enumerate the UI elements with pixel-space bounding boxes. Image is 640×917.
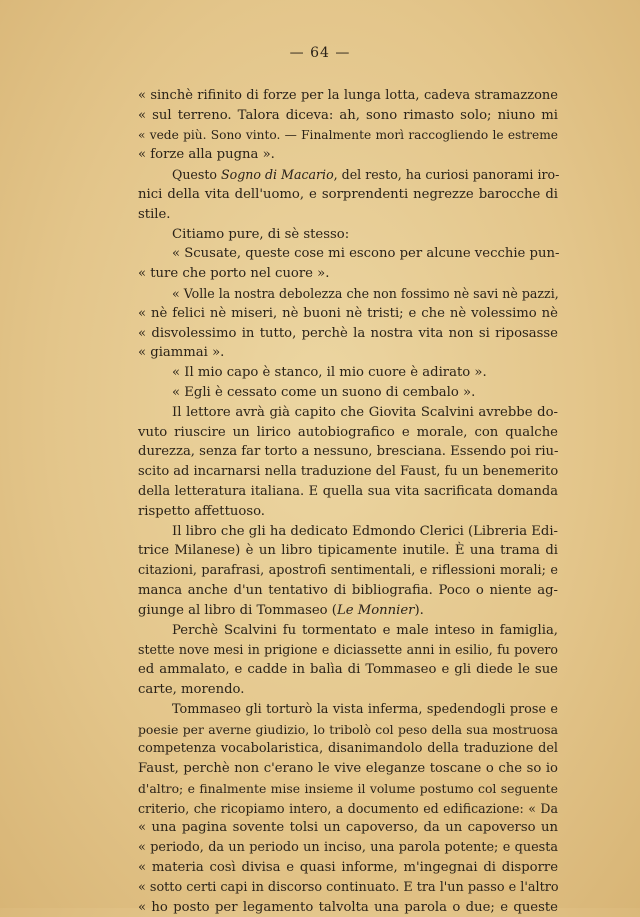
text-line: « Il mio capo è stanco, il mio cuore è adirato ». [172,365,487,381]
text-line: ed ammalato, e cadde in balìa di Tommaseo e gli diede le sue [138,662,558,678]
body-text [138,86,558,917]
page-number: — 64 — [289,45,351,61]
text-line: stette nove mesi in prigione e diciassette anni in esilio, fu povero [138,642,558,658]
text-line: « giammai ». [138,345,225,361]
text-line: competenza vocabolaristica, disanimandolo della traduzione del [138,741,558,757]
text-line: Faust, perchè non c'erano le vive eleganze toscane o che so io [138,761,558,777]
text-line: citazioni, parafrasi, apostrofi sentimentali, e riflessioni morali; e [138,563,558,579]
text-line: Il lettore avrà già capito che Giovita Scalvini avrebbe do- [172,404,558,420]
text-line: poesie per averne giudizio, lo tribolò col peso della sua mostruosa [138,721,558,737]
text-line: « materia così divisa e quasi informe, m'ingegnai di disporre [138,860,558,876]
text-line: Questo Sogno di Macario, del resto, ha curiosi panorami iro- [172,167,560,183]
text-line: Tommaseo gli torturò la vista inferma, spedendogli prose e [172,701,558,717]
text-line: « vede più. Sono vinto. — Finalmente morì raccogliendo le estreme [138,127,558,142]
text-line: rispetto affettuoso. [138,503,266,519]
text-line: « sinchè rifinito di forze per la lunga lotta, cadeva stramazzone [138,88,558,103]
text-line: della letteratura italiana. E quella sua vita sacrificata domanda [138,483,558,499]
text-line: « una pagina sovente tolsi un capoverso, da un capoverso un [138,820,558,836]
text-line: « ho posto per legamento talvolta una parola o due; e queste [138,899,558,915]
text-line: d'altro; e finalmente mise insieme il volume postumo col seguente [138,780,558,796]
text-line: « Volle la nostra debolezza che non fossimo nè savi nè pazzi, [172,285,559,301]
text-line: « nè felici nè miseri, nè buoni nè tristi; e che nè volessimo nè [138,305,558,321]
text-line: stile. [138,206,171,222]
text-line: carte, morendo. [138,681,245,697]
text-line: « sul terreno. Talora diceva: ah, sono rimasto solo; niuno mi [138,107,558,123]
text-line: giunge al libro di Tommaseo (Le Monnier). [138,602,424,618]
text-line: manca anche d'un tentativo di bibliografia. Poco o niente ag- [138,582,558,598]
text-line: Perchè Scalvini fu tormentato e male inteso in famiglia, [172,622,558,638]
text-line: durezza, senza far torto a nessuno, bresciana. Essendo poi riu- [138,444,559,460]
text-line: « periodo, da un periodo un inciso, una parola potente; e questa [138,840,558,856]
text-line: Il libro che gli ha dedicato Edmondo Clerici (Libreria Edi- [172,523,559,539]
text-line: Citiamo pure, di sè stesso: [172,226,350,242]
text-line: « forze alla pugna ». [138,147,275,163]
text-line: « ture che porto nel cuore ». [138,266,330,282]
text-line: « Scusate, queste cose mi escono per alcune vecchie pun- [172,246,560,262]
text-line: « Egli è cessato come un suono di cembalo ». [172,384,476,400]
text-line: « sotto certi capi in discorso continuato. E tra l'un passo e l'altro [138,879,559,895]
text-line: scito ad incarnarsi nella traduzione del Faust, fu un benemerito [138,464,559,480]
text-line: « disvolessimo in tutto, perchè la nostra vita non si riposasse [138,325,558,341]
text-line: vuto riuscire un lirico autobiografico e morale, con qualche [138,424,558,440]
text-line: nici della vita dell'uomo, e sorprendenti negrezze barocche di [138,186,558,202]
text-line: trice Milanese) è un libro tipicamente inutile. È una trama di [138,543,558,559]
text-line: criterio, che ricopiamo intero, a documento ed edificazione: « Da [138,800,558,816]
